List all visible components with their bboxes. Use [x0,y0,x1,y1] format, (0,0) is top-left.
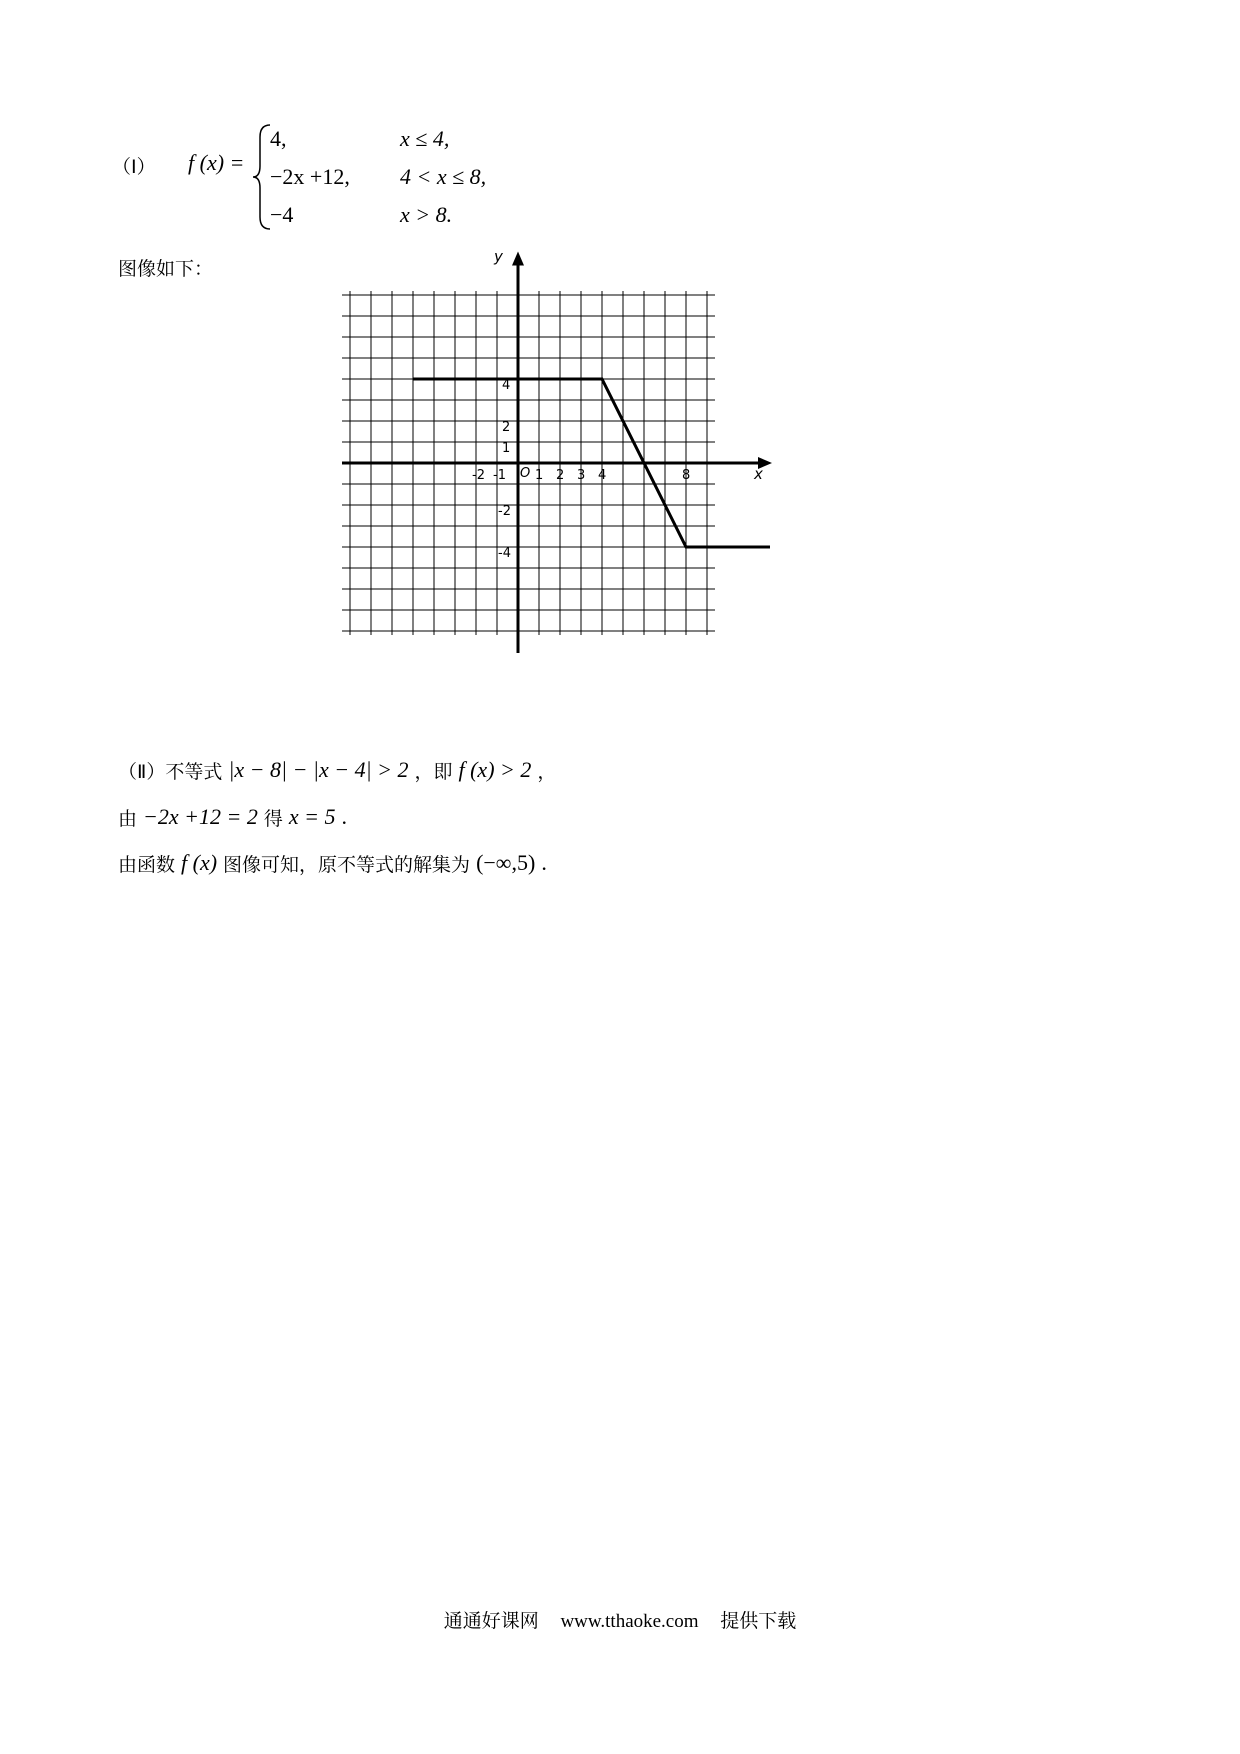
connector: 得 [263,807,283,830]
site-url[interactable]: www.tthaoke.com [560,1611,699,1632]
x-tick-label: 2 [556,468,565,483]
comma: ， [537,760,557,783]
function-graph [370,247,860,735]
download-note: 提供下载 [720,1610,797,1632]
part2-label: （Ⅱ）不等式 [118,760,223,783]
y-tick-label: -4 [498,546,511,561]
x-tick-label: 8 [682,468,691,483]
graph-caption: 图像如下： [118,258,214,280]
piece-condition: x > 8. [400,202,453,227]
function-ref: f (x) [181,850,218,875]
y-tick-label: 1 [502,441,511,456]
solution-interval: (−∞,5) [476,850,536,875]
y-tick-label: 4 [502,378,511,393]
piece-condition: x ≤ 4, [400,126,450,151]
piece-condition: 4 < x ≤ 8, [400,164,487,189]
period: . [341,804,347,829]
part1-label: （Ⅰ） [112,156,156,178]
x-tick-label: -2 [472,468,485,483]
piece-expr: 4, [270,126,287,151]
prefix: 由 [118,807,138,830]
y-tick-label: -2 [498,504,511,519]
origin-label: O [520,466,531,481]
function-lhs: f (x) = [188,150,245,175]
y-tick-label: 2 [502,420,511,435]
inequality: |x − 8| − |x − 4| > 2 [228,757,409,782]
y-axis-arrow [512,252,524,266]
footer [0,1606,1240,1633]
y-axis-label: y [494,247,503,266]
x-axis-label: x [754,465,763,483]
piece-expr: −2x +12, [270,164,350,189]
x-tick-label: -1 [493,468,506,483]
part2-line3 [118,848,553,878]
separator: ，即 [414,760,453,783]
piece-expr: −4 [270,202,294,227]
inequality-fx: f (x) > 2 [458,757,532,782]
part2-line1 [118,755,562,785]
x-tick-label: 1 [535,468,544,483]
solution: x = 5 [288,804,336,829]
period: . [541,850,547,875]
x-tick-label: 4 [598,468,607,483]
prefix: 由函数 [118,853,176,876]
x-tick-label: 3 [577,468,586,483]
site-name: 通通好课网 [443,1610,539,1632]
part2-line2 [118,802,353,832]
conclusion-text: 图像可知，原不等式的解集为 [223,853,471,876]
equation: −2x +12 = 2 [143,804,258,829]
